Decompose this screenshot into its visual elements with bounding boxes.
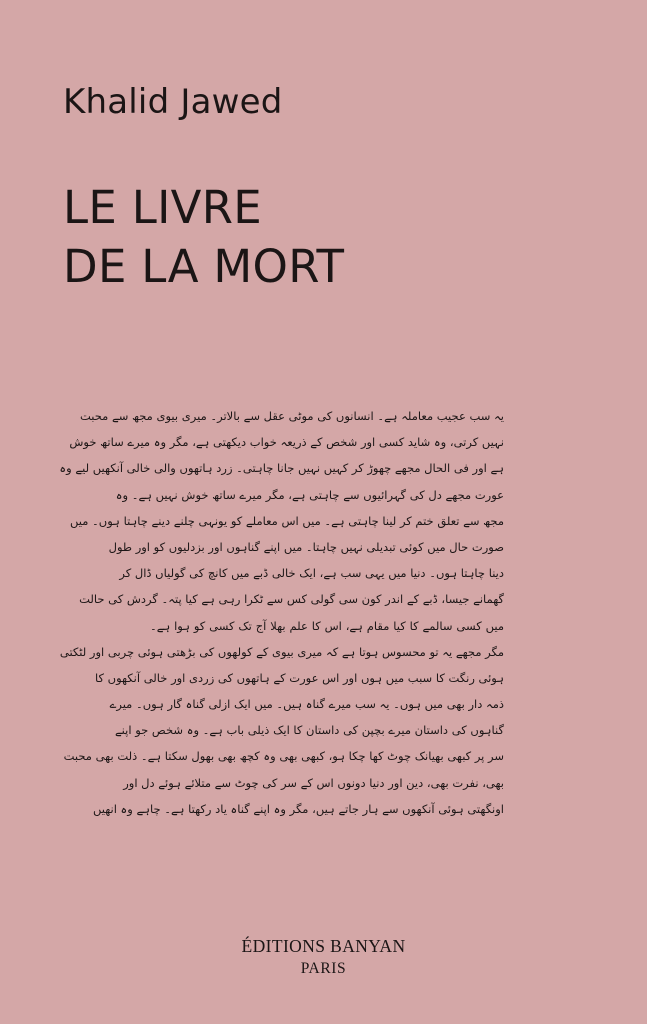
- excerpt-line: گناہوں کی داستان میرے بچپن کی داستان کا ایک ذیلی باب ہے۔ وہ شخص جو اپنے: [114, 723, 504, 738]
- excerpt-line: مجھ سے تعلق ختم کر لینا چاہتی ہے۔ میں اس معاملے کو یونہی چلنے دینے چاہتا ہوں۔ میں: [70, 513, 504, 528]
- excerpt-line: دینا چاہتا ہوں۔ دنیا میں یہی سب ہے، ایک خالی ڈبے میں کانچ کی گولیاں ڈال کر: [119, 566, 504, 581]
- excerpt-line: ہے اور فی الحال مجھے چھوڑ کر کہیں نہیں جانا چاہتی۔ زرد ہاتھوں والی خالی آنکھیں لیے وہ: [59, 461, 504, 476]
- author-name: Khalid Jawed: [63, 82, 283, 122]
- excerpt-line: صورت حال میں کوئی تبدیلی نہیں چاہتا۔ میں اپنے گناہوں اور بزدلیوں کو اور طول: [108, 539, 504, 554]
- excerpt-line: ذمہ دار بھی میں ہوں۔ یہ سب میرے گناہ ہیں۔ میں ایک ازلی گناہ گار ہوں۔ میرے: [109, 697, 504, 712]
- excerpt-line: یہ سب عجیب معاملہ ہے۔ انسانوں کی موٹی عقل سے بالاتر۔ میری بیوی مجھ سے محبت: [79, 409, 504, 423]
- excerpt-line: نہیں کرتی، وہ شاید کسی اور شخص کے ذریعہ خواب دیکھتی ہے، مگر وہ میرے ساتھ خوش: [69, 435, 504, 450]
- publisher-city: PARIS: [300, 960, 347, 977]
- book-title-line-2: DE LA MORT: [63, 240, 345, 293]
- excerpt-line: اونگھتی ہوئی آنکھوں سے ہار جاتے ہیں، مگر وہ اپنے گناہ یاد رکھتا ہے۔ چاہے وہ انھیں: [92, 801, 504, 816]
- book-title-line-1: LE LIVRE: [63, 181, 263, 234]
- publisher-name: ÉDITIONS BANYAN: [241, 936, 406, 956]
- excerpt-line: سر پر کبھی بھیانک چوٹ کھا چکا ہو، کبھی بھی وہ کچھ بھی بھول سکتا ہے۔ ذلت بھی محبت: [63, 749, 504, 764]
- excerpt-line: گھمانے جیسا، ڈبے کے اندر کون سی گولی کس سے ٹکرا رہی ہے کیا پتہ۔ گردش کی حالت: [79, 592, 504, 607]
- urdu-excerpt: [59, 403, 504, 822]
- excerpt-line: ہوئی رنگت کا سبب میں ہوں اور اس عورت کے ہاتھوں کی زردی اور خالی آنکھوں کا: [94, 670, 504, 685]
- excerpt-line: عورت مجھے دل کی گہرائیوں سے چاہتی ہے، مگر میرے ساتھ خوش نہیں ہے۔ وہ: [115, 487, 504, 502]
- excerpt-line: مگر مجھے یہ تو محسوس ہوتا ہے کہ میری بیوی کے کولھوں کی بڑھتی ہوئی چربی اور لٹکتی: [59, 644, 504, 659]
- excerpt-line: بھی، نفرت بھی، دین اور دنیا دونوں اس کے سر کی چوٹ سے متلائے ہوئے دل اور: [123, 775, 504, 790]
- excerpt-line: میں کسی سالمے کا کیا مقام ہے، اس کا علم بھلا آج تک کسی کو ہوا ہے۔: [150, 618, 504, 633]
- book-title: [63, 178, 344, 296]
